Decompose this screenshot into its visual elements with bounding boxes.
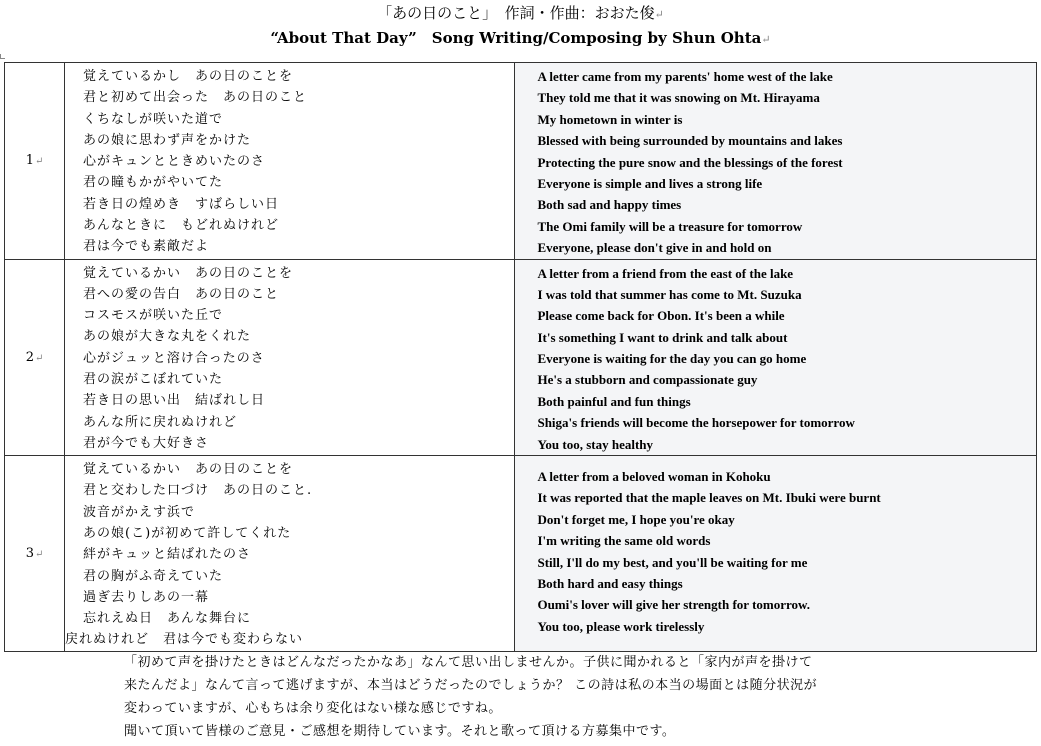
commentary-line: 聞いて頂いて皆様のご意見・ご感想を期待しています。それと歌って頂ける方募集中です。 (124, 724, 676, 739)
en-lyric-line: Both sad and happy times (537, 197, 682, 213)
jp-lyric-line: あの娘に思わず声をかけた (83, 132, 252, 148)
paragraph-mark-icon: ↵ (761, 33, 771, 46)
jp-lyric-line: 君の瞳もかがやいてた (83, 175, 224, 191)
title-english (0, 27, 1041, 51)
en-lyric-line: Both painful and fun things (537, 393, 691, 409)
en-lyric-line: Both hard and easy things (537, 575, 683, 591)
verse-number-text: 2 (25, 349, 34, 365)
jp-lyric-line: 覚えているかい あの日のことを (83, 462, 294, 478)
commentary-line: 来たんだよ」なんて言って逃げますが、本当はどうだったのでしょうか？ この詩は私の本当の場面とは随分状況が (124, 678, 818, 693)
verse-row (5, 456, 1037, 652)
lyrics-table (4, 62, 1037, 652)
commentary-line: 「初めて声を掛けたときはどんなだったかなあ」なんて思い出しませんか。子供に聞かれると「家内が声を掛けて (124, 655, 813, 670)
jp-lyric-line: 戻れぬけれど 君は今でも変わらない (65, 632, 304, 648)
jp-lyric-line: 君の涙がこぼれていた (83, 372, 224, 387)
en-lyric-line: Everyone is waiting for the day you can go home (537, 351, 807, 367)
en-lyric-line: I was told that summer has come to Mt. Suzuka (537, 286, 802, 302)
en-lyric-line: Everyone, please don't give in and hold on (537, 240, 772, 256)
jp-lyric-line: 過ぎ去りしあの一幕 (83, 589, 210, 605)
paragraph-mark-icon: ↵ (34, 156, 44, 168)
english-lyrics-cell (515, 63, 1037, 260)
en-lyric-line: Shiga's friends will become the horsepower for tomorrow (537, 415, 855, 431)
verse-number (5, 63, 65, 260)
jp-lyric-line: 君が今でも大好きさ (83, 435, 210, 451)
en-lyric-line: Please come back for Obon. It's been a while (537, 308, 785, 324)
title-english-text: “About That Day” Song Writing/Composing by Shun Ohta (270, 29, 762, 47)
jp-lyric-line: 心がキュンとときめいたのさ (83, 154, 266, 170)
verse-row (5, 259, 1037, 456)
title-japanese (0, 3, 1041, 25)
jp-lyric-line: 波音がかえす浜で (83, 504, 196, 520)
title-japanese-text: 「あの日のこと」 作詞・作曲：おおた俊 (377, 4, 655, 22)
en-lyric-line: You too, please work tirelessly (537, 618, 705, 634)
en-lyric-line: A letter came from my parents' home west of the lake (537, 69, 833, 84)
en-lyric-line: Protecting the pure snow and the blessings of the forest (537, 154, 843, 170)
english-lyrics-cell (515, 456, 1037, 652)
en-lyric-line: My hometown in winter is (537, 111, 683, 127)
english-lyrics-cell (515, 259, 1037, 456)
jp-lyric-line: 君への愛の告白 あの日のこと (83, 286, 280, 302)
en-lyric-line: He's a stubborn and compassionate guy (537, 372, 758, 388)
en-lyric-line: Don't forget me, I hope you're okay (537, 511, 735, 527)
paragraph-mark-icon: ↵ (654, 8, 664, 21)
jp-lyric-line: 絆がキュッと結ばれたのさ (83, 547, 252, 563)
jp-lyric-line: あの娘が大きな丸をくれた (83, 329, 252, 345)
jp-lyric-line: くちなしが咲いた道で (83, 111, 224, 127)
jp-lyric-line: 君と初めて出会った あの日のこと (83, 90, 308, 106)
en-lyric-line: Everyone is simple and lives a strong life (537, 175, 763, 191)
verse-number (5, 456, 65, 652)
jp-lyric-line: 君と交わした口づけ あの日のこと. (83, 483, 313, 499)
commentary-line: 変わっていますが、心もちは余り変化はない様な感じですね。 (124, 701, 502, 716)
japanese-lyrics-cell (65, 456, 515, 652)
jp-lyric-line: 心がジュッと溶け合ったのさ (83, 350, 265, 366)
paragraph-mark-icon: ↵ (34, 352, 44, 364)
en-lyric-line: You too, stay healthy (537, 436, 654, 452)
en-lyric-line: A letter from a friend from the east of the lake (537, 265, 794, 281)
jp-lyric-line: 君は今でも素敵だよ (83, 239, 210, 255)
jp-lyric-line: あんな所に戻れぬけれど (83, 414, 238, 430)
en-lyric-line: I'm writing the same old words (537, 533, 711, 549)
verse-number (5, 259, 65, 456)
en-lyric-line: They told me that it was snowing on Mt. Hirayama (537, 90, 820, 106)
jp-lyric-line: 覚えているかし あの日のことを (83, 69, 294, 84)
en-lyric-line: The Omi family will be a treasure for tomorrow (537, 218, 803, 234)
japanese-lyrics-cell (65, 259, 515, 456)
jp-lyric-line: 君の胸がふ奇えていた (83, 568, 224, 584)
verse-row (5, 63, 1037, 260)
en-lyric-line: Oumi's lover will give her strength for tomorrow. (537, 597, 810, 613)
en-lyric-line: Blessed with being surrounded by mountains and lakes (537, 133, 843, 149)
margin-corner-mark-icon (0, 54, 5, 59)
en-lyric-line: It was reported that the maple leaves on Mt. Ibuki were burnt (537, 490, 881, 506)
verse-number-text: 1 (25, 153, 34, 169)
jp-lyric-line: 覚えているかい あの日のことを (83, 265, 294, 281)
jp-lyric-line: 忘れえぬ日 あんな舞台に (83, 611, 252, 627)
jp-lyric-line: 若き日の煌めき すばらしい日 (83, 196, 280, 212)
en-lyric-line: A letter from a beloved woman in Kohoku (537, 469, 771, 485)
jp-lyric-line: コスモスが咲いた丘で (83, 308, 224, 324)
en-lyric-line: Still, I'll do my best, and you'll be waiting for me (537, 554, 808, 570)
jp-lyric-line: あの娘(こ)が初めて許してくれた (83, 525, 292, 541)
commentary-paragraph (124, 651, 1024, 743)
jp-lyric-line: あんなときに もどれぬけれど (83, 218, 280, 234)
verse-number-text: 3 (25, 545, 34, 561)
japanese-lyrics-cell (65, 63, 515, 260)
paragraph-mark-icon: ↵ (34, 548, 44, 560)
en-lyric-line: It's something I want to drink and talk about (537, 329, 788, 345)
jp-lyric-line: 若き日の思い出 結ばれし日 (83, 393, 266, 409)
